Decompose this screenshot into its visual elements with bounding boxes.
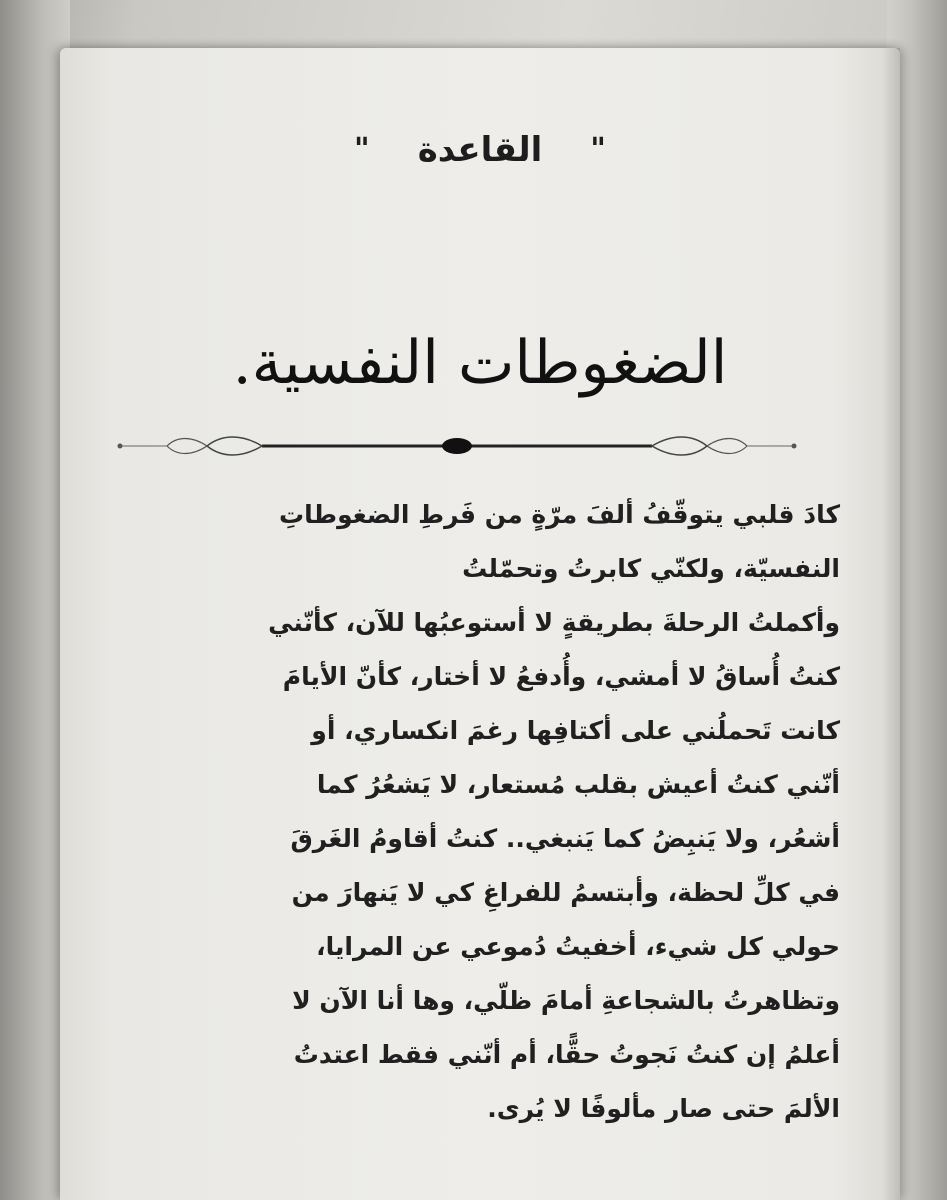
chapter-quote-open: " bbox=[590, 132, 606, 167]
chapter-title: القاعدة bbox=[417, 130, 543, 170]
page-edge-shadow bbox=[882, 48, 900, 1200]
main-title: الضغوطات النفسية. bbox=[232, 328, 728, 398]
chapter-quote-close: " bbox=[354, 132, 370, 167]
body-paragraph: كادَ قلبي يتوقّفُ ألفَ مرّةٍ من فَرطِ الضغوطاتِ النفسيّة، ولكنّي كابرتُ وتحمّلتُ وأكملتُ الرحلةَ بطريقةٍ لا أستوعبُها للآن، كأنّني كنتُ أُساقُ لا أمشي، وأُدفعُ لا أختار، كأنّ الأيامَ كانت تَحملُني على أكتافِها رغمَ انكساري، أو أنّني كنتُ أعيش بقلب مُستعار، لا يَشعُرُ كما أشعُر، ولا يَنبِضُ كما يَنبغي.. كنتُ أقاومُ الغَرقَ في كلِّ لحظة، وأبتسمُ للفراغِ كي لا يَنهارَ من حولي كل شيء، أخفيتُ دُموعي عن المرايا، وتظاهرتُ بالشجاعةِ أمامَ ظلّي، وها أنا الآن لا أعلمُ إن كنتُ نَجوتُ حقًّا، أم أنّني فقط اعتدتُ الألمَ حتى صار مألوفًا لا يُرى. bbox=[268, 500, 840, 1123]
book-page bbox=[60, 48, 900, 1200]
chapter-heading bbox=[60, 130, 900, 170]
ornamental-divider-icon bbox=[112, 426, 802, 466]
